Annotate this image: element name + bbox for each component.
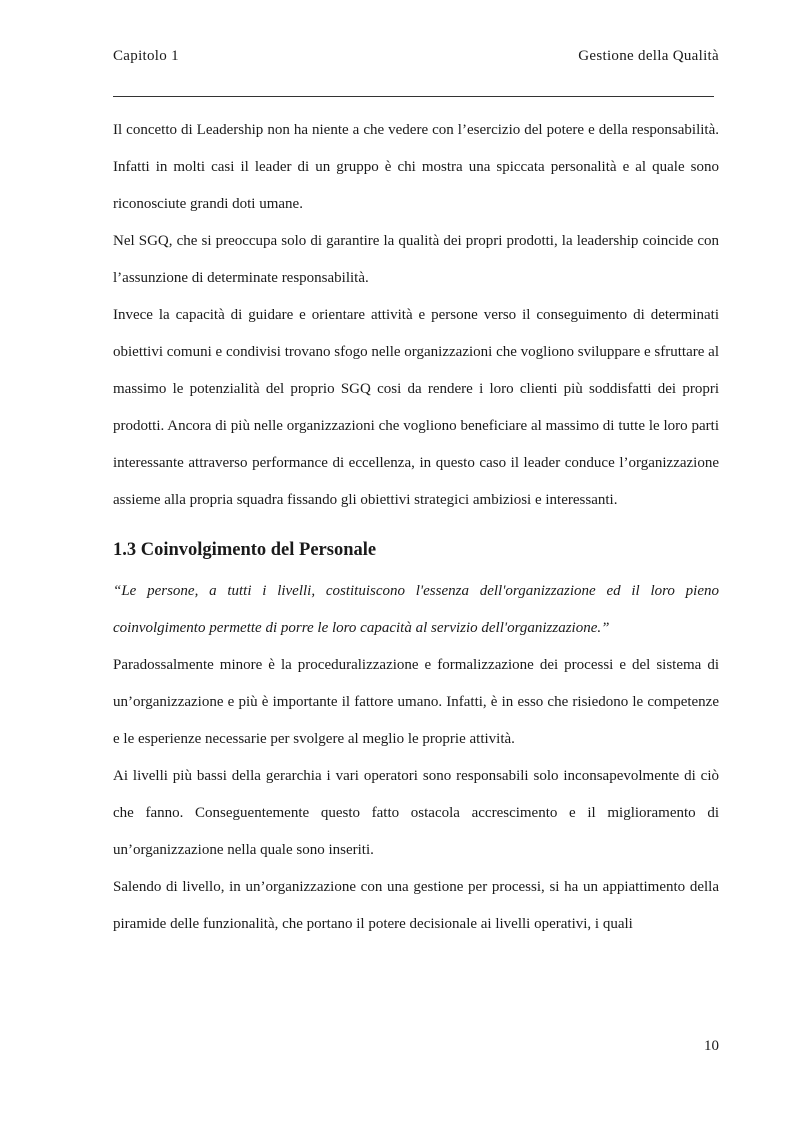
page-body — [113, 112, 719, 943]
header-rule — [113, 96, 714, 97]
section-title: Gestione della Qualità — [578, 48, 719, 64]
paragraph-salendo: Salendo di livello, in un’organizzazione con una gestione per processi, si ha un appiattimento della piramide delle funzionalità, che portano il potere decisionale ai livelli operativi, i quali — [113, 879, 719, 932]
page-number: 10 — [704, 1038, 719, 1054]
chapter-label: Capitolo 1 — [113, 48, 179, 64]
paragraph-capacita: Invece la capacità di guidare e orientare attività e persone verso il conseguimento di determinati obiettivi comuni e condivisi trovano sfogo nelle organizzazioni che vogliono sviluppare e sfruttare al massimo le potenzialità del proprio SGQ cosi da rendere i loro clienti più soddisfatti dei propri prodotti. Ancora di più nelle organizzazioni che vogliono beneficiare al massimo di tutte le loro parti interessante attraverso performance di eccellenza, in questo caso il leader conduce l’organizzazione assieme alla propria squadra fissando gli obiettivi strategici ambiziosi e interessanti. — [113, 307, 719, 508]
page-header — [113, 46, 719, 70]
section-heading: 1.3 Coinvolgimento del Personale — [113, 540, 377, 560]
paragraph-leadership: Il concetto di Leadership non ha niente a che vedere con l’esercizio del potere e della responsabilità. Infatti in molti casi il leader di un gruppo è chi mostra una spiccata personalità e al quale sono riconosciute grandi doti umane. — [113, 122, 719, 212]
quote-paragraph: “Le persone, a tutti i livelli, costituiscono l'essenza dell'organizzazione ed il loro pieno coinvolgimento permette di porre le loro capacità al servizio dell'organizzazione.” — [113, 583, 719, 636]
paragraph-livelli: Ai livelli più bassi della gerarchia i vari operatori sono responsabili solo inconsapevolmente di ciò che fanno. Conseguentemente questo fatto ostacola accrescimento e il miglioramento di un’organizzazione nella quale sono inseriti. — [113, 768, 719, 858]
paragraph-sgq: Nel SGQ, che si preoccupa solo di garantire la qualità dei propri prodotti, la leadership coincide con l’assunzione di determinate responsabilità. — [113, 233, 719, 286]
paragraph-paradossalmente: Paradossalmente minore è la proceduralizzazione e formalizzazione dei processi e del sistema di un’organizzazione e più è importante il fattore umano. Infatti, è in esso che risiedono le competenze e le esperienze necessarie per svolgere al meglio le proprie attività. — [113, 657, 719, 747]
